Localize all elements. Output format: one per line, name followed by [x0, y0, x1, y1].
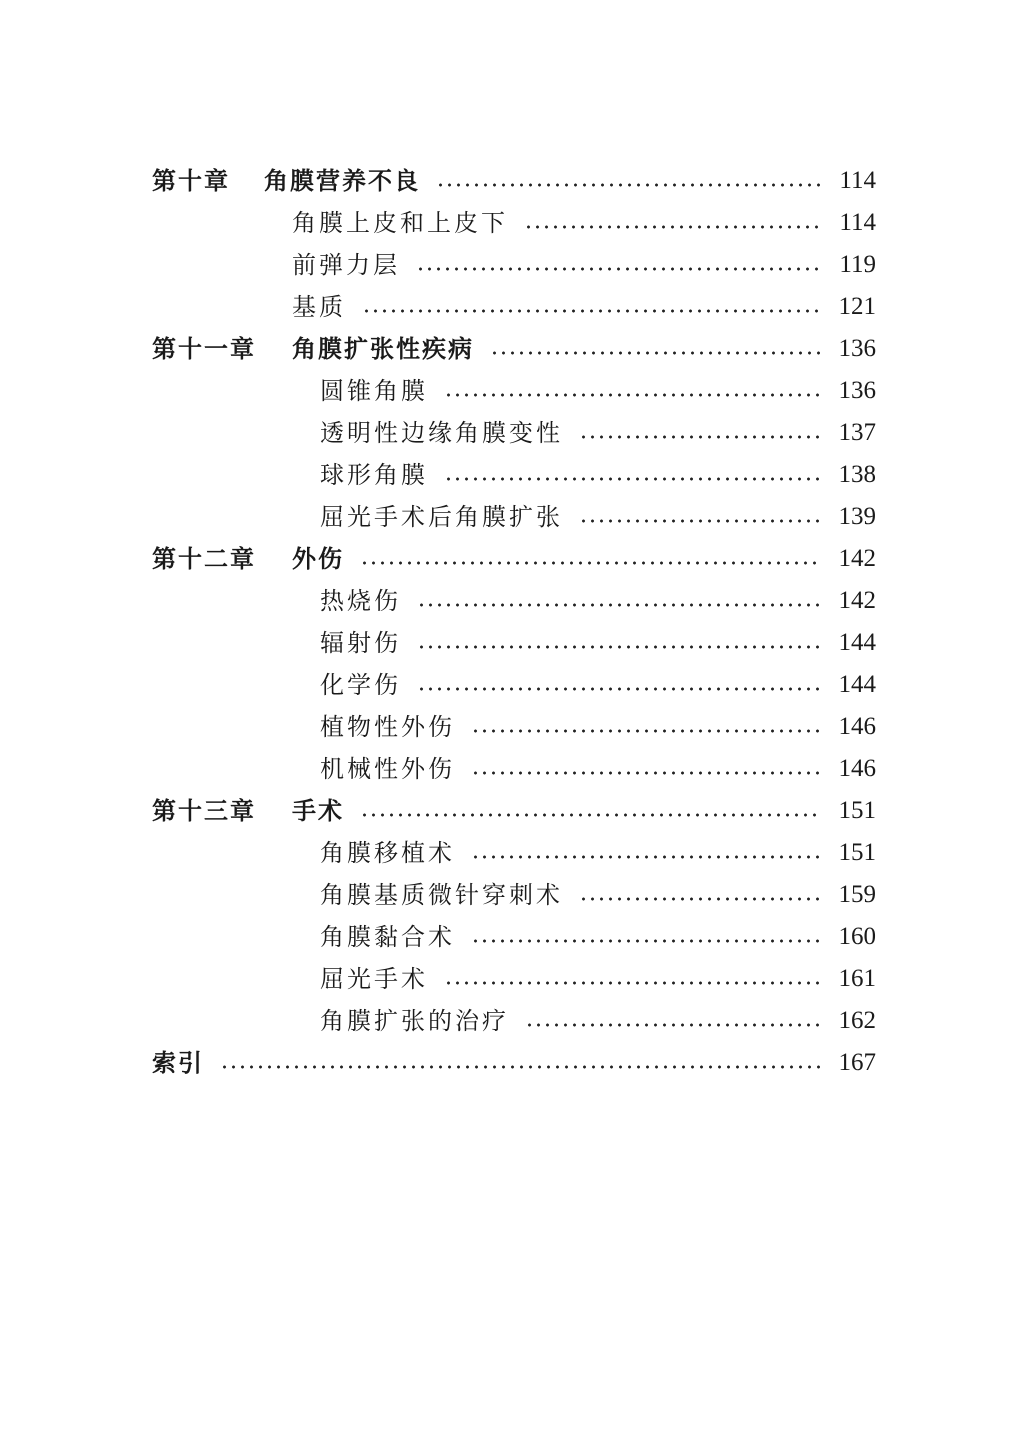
page-number: 162 — [838, 1007, 876, 1034]
page-number: 142 — [838, 545, 876, 572]
chapter-title: 角膜扩张性疾病 — [292, 335, 474, 363]
dot-leader — [416, 244, 820, 286]
page-number: 139 — [838, 503, 876, 530]
chapter-title: 角膜营养不良 — [264, 167, 420, 195]
page-number: 151 — [838, 797, 876, 824]
dot-leader — [471, 916, 820, 958]
page-number: 121 — [838, 293, 876, 320]
dot-leader — [444, 370, 820, 412]
section-title: 角膜扩张的治疗 — [320, 1007, 509, 1035]
toc-section-row — [152, 748, 876, 790]
section-title: 角膜黏合术 — [320, 923, 455, 951]
section-title: 屈光手术 — [320, 965, 428, 993]
chapter-label: 第十一章 — [152, 335, 256, 363]
toc-section-row — [152, 874, 876, 916]
page-number: 136 — [838, 377, 876, 404]
toc-section-row — [152, 1000, 876, 1042]
section-title: 角膜基质微针穿刺术 — [320, 881, 563, 909]
page-number: 144 — [838, 671, 876, 698]
page-number: 151 — [838, 839, 876, 866]
section-title: 辐射伤 — [320, 629, 401, 657]
dot-leader — [579, 874, 820, 916]
toc-section-row — [152, 580, 876, 622]
page-number: 159 — [838, 881, 876, 908]
dot-leader — [579, 412, 820, 454]
section-title: 热烧伤 — [320, 587, 401, 615]
page-number: 114 — [839, 209, 876, 236]
chapter-label: 第十三章 — [152, 797, 256, 825]
dot-leader — [444, 454, 820, 496]
dot-leader — [417, 622, 820, 664]
dot-leader — [471, 706, 820, 748]
toc-chapter-row — [152, 160, 876, 202]
chapter-label: 第十二章 — [152, 545, 256, 573]
page-number: 138 — [838, 461, 876, 488]
dot-leader — [444, 958, 820, 1000]
toc-chapter-row — [152, 790, 876, 832]
dot-leader — [436, 160, 820, 202]
page-number: 114 — [839, 167, 876, 194]
dot-leader — [360, 790, 820, 832]
page-number: 146 — [838, 713, 876, 740]
toc-section-row — [152, 832, 876, 874]
toc-section-row — [152, 706, 876, 748]
dot-leader — [471, 832, 820, 874]
dot-leader — [525, 1000, 820, 1042]
table-of-contents — [152, 160, 876, 1084]
page-number: 119 — [839, 251, 876, 278]
toc-section-row — [152, 496, 876, 538]
section-title: 角膜上皮和上皮下 — [292, 209, 508, 237]
toc-section-row — [152, 958, 876, 1000]
dot-leader — [417, 580, 820, 622]
dot-leader — [360, 538, 820, 580]
toc-section-row — [152, 202, 876, 244]
page-number: 144 — [838, 629, 876, 656]
toc-section-row — [152, 622, 876, 664]
chapter-title: 外伤 — [292, 545, 344, 573]
toc-section-row — [152, 916, 876, 958]
section-title: 圆锥角膜 — [320, 377, 428, 405]
toc-section-row — [152, 370, 876, 412]
toc-chapter-row — [152, 538, 876, 580]
toc-section-row — [152, 664, 876, 706]
section-title: 前弹力层 — [292, 251, 400, 279]
page-number: 137 — [838, 419, 876, 446]
dot-leader — [579, 496, 820, 538]
page-number: 160 — [838, 923, 876, 950]
index-title: 索引 — [152, 1049, 204, 1077]
chapter-label: 第十章 — [152, 167, 230, 195]
toc-section-row — [152, 454, 876, 496]
page-number: 146 — [838, 755, 876, 782]
chapter-title: 手术 — [292, 797, 344, 825]
page-number: 167 — [838, 1049, 876, 1076]
dot-leader — [524, 202, 820, 244]
dot-leader — [220, 1042, 820, 1084]
toc-chapter-row — [152, 328, 876, 370]
dot-leader — [490, 328, 820, 370]
section-title: 植物性外伤 — [320, 713, 455, 741]
toc-section-row — [152, 244, 876, 286]
dot-leader — [471, 748, 820, 790]
toc-index-row — [152, 1042, 876, 1084]
section-title: 机械性外伤 — [320, 755, 455, 783]
section-title: 角膜移植术 — [320, 839, 455, 867]
page-number: 142 — [838, 587, 876, 614]
section-title: 球形角膜 — [320, 461, 428, 489]
section-title: 透明性边缘角膜变性 — [320, 419, 563, 447]
page-number: 161 — [838, 965, 876, 992]
toc-section-row — [152, 412, 876, 454]
section-title: 基质 — [292, 293, 346, 321]
dot-leader — [417, 664, 820, 706]
section-title: 化学伤 — [320, 671, 401, 699]
dot-leader — [362, 286, 820, 328]
toc-section-row — [152, 286, 876, 328]
page-number: 136 — [838, 335, 876, 362]
section-title: 屈光手术后角膜扩张 — [320, 503, 563, 531]
